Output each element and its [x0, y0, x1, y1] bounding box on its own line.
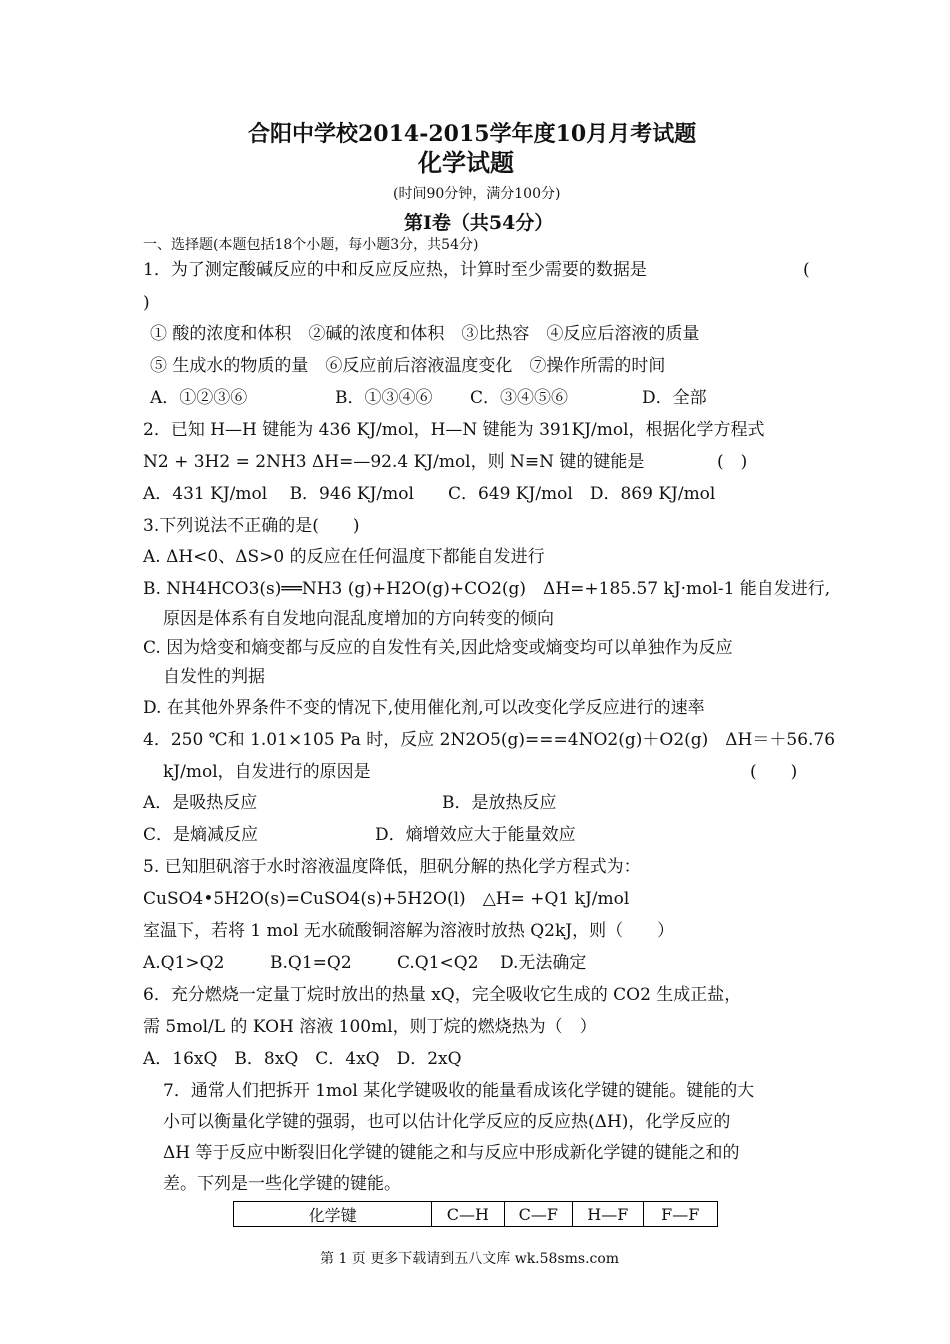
exam-title: 合阳中学校2014-2015学年度10月月考试题 [248, 121, 697, 147]
q4-paren: ( ) [750, 762, 798, 782]
q3-option-a: A. ΔH<0、ΔS>0 的反应在任何温度下都能自发进行 [143, 547, 545, 567]
q7-line3: ΔH 等于反应中断裂旧化学键的键能之和与反应中形成新化学键的键能之和的 [163, 1143, 740, 1163]
table-row [234, 1202, 718, 1227]
q4-option-d: D．熵增效应大于能量效应 [375, 825, 576, 845]
q6-line2: 需 5mol/L 的 KOH 溶液 100ml，则丁烷的燃烧热为（ ） [143, 1017, 597, 1037]
table-header-cell: 化学键 [234, 1202, 432, 1227]
q7-line1: 7．通常人们把拆开 1mol 某化学键吸收的能量看成该化学键的键能。键能的大 [163, 1081, 755, 1101]
q3-option-b-line2: 原因是体系有自发地向混乱度增加的方向转变的倾向 [163, 609, 554, 629]
q3-option-b-line1: B. NH4HCO3(s)══NH3 (g)+H2O(g)+CO2(g) ΔH=+185.57 kJ·mol-1 能自发进行, [143, 579, 831, 599]
exam-note: (时间90分钟，满分100分) [393, 186, 561, 202]
q3-stem: 3.下列说法不正确的是( ) [143, 516, 360, 536]
table-header-cell: C—F [504, 1202, 572, 1227]
q4-option-a: A．是吸热反应 [143, 793, 258, 813]
q4-option-c: C．是熵减反应 [143, 825, 259, 845]
q5-line1: 5. 已知胆矾溶于水时溶液温度降低，胆矾分解的热化学方程式为： [143, 857, 641, 877]
q1-items-line2: ⑤ 生成水的物质的量 ⑥反应前后溶液温度变化 ⑦操作所需的时间 [150, 356, 666, 376]
part-title: 第I卷（共54分） [404, 212, 554, 234]
table-header-cell: F—F [643, 1202, 717, 1227]
q3-option-c-line2: 自发性的判据 [163, 667, 265, 687]
table-header-cell: C—H [432, 1202, 504, 1227]
q7-line2: 小可以衡量化学键的强弱，也可以估计化学反应的反应热(ΔH)，化学反应的 [163, 1112, 731, 1132]
q1-option-a: A．①②③⑥ [150, 388, 248, 408]
q1-option-c: C．③④⑤⑥ [470, 388, 569, 408]
q5-option-b: B.Q1=Q2 [270, 953, 352, 973]
q5-line3: 室温下，若将 1 mol 无水硫酸铜溶解为溶液时放热 Q2kJ，则（ ） [143, 921, 675, 941]
q1-stem: 1．为了测定酸碱反应的中和反应反应热，计算时至少需要的数据是 [143, 260, 647, 280]
q4-option-b: B．是放热反应 [442, 793, 557, 813]
q2-line1: 2．已知 H—H 键能为 436 KJ/mol，H—N 键能为 391KJ/mol，根据化学方程式 [143, 420, 765, 440]
q2-options: A．431 KJ/mol B．946 KJ/mol C．649 KJ/mol D．869 KJ/mol [143, 484, 716, 504]
q1-items-line1: ① 酸的浓度和体积 ②碱的浓度和体积 ③比热容 ④反应后溶液的质量 [150, 324, 700, 344]
q5-option-c: C.Q1<Q2 [397, 953, 479, 973]
q5-option-d: D.无法确定 [500, 953, 587, 973]
q1-paren-close: ) [143, 293, 150, 313]
table-header-cell: H—F [573, 1202, 643, 1227]
section-heading: 一、选择题(本题包括18个小题，每小题3分，共54分) [143, 237, 479, 253]
exam-subtitle: 化学试题 [418, 148, 514, 177]
q1-option-b: B．①③④⑥ [335, 388, 433, 408]
q7-line4: 差。下列是一些化学键的键能。 [163, 1174, 401, 1194]
q3-option-d: D. 在其他外界条件不变的情况下,使用催化剂,可以改变化学反应进行的速率 [143, 698, 705, 718]
q6-options: A．16xQ B．8xQ C．4xQ D．2xQ [143, 1049, 462, 1069]
q4-line1: 4．250 ℃和 1.01×105 Pa 时，反应 2N2O5(g)===4NO2(g)＋O2(g) ΔH＝＋56.76 [143, 730, 836, 750]
q2-line2: N2 + 3H2 = 2NH3 ΔH=—92.4 KJ/mol，则 N≡N 键的键能是 [143, 452, 645, 472]
q5-equation: CuSO4•5H2O(s)=CuSO4(s)+5H2O(l) △H= +Q1 kJ/mol [143, 889, 630, 909]
q4-line2: kJ/mol，自发进行的原因是 [163, 762, 371, 782]
q1-option-d: D．全部 [642, 388, 707, 408]
q6-line1: 6．充分燃烧一定量丁烷时放出的热量 xQ，完全吸收它生成的 CO2 生成正盐， [143, 985, 742, 1005]
bond-energy-table [233, 1201, 718, 1227]
q1-paren-open: ( [803, 260, 810, 280]
q2-paren: ( ) [717, 452, 748, 472]
q3-option-c-line1: C. 因为焓变和熵变都与反应的自发性有关,因此焓变或熵变均可以单独作为反应 [143, 638, 733, 658]
q5-option-a: A.Q1>Q2 [143, 953, 225, 973]
page-footer: 第 1 页 更多下载请到五八文库 wk.58sms.com [320, 1251, 620, 1267]
